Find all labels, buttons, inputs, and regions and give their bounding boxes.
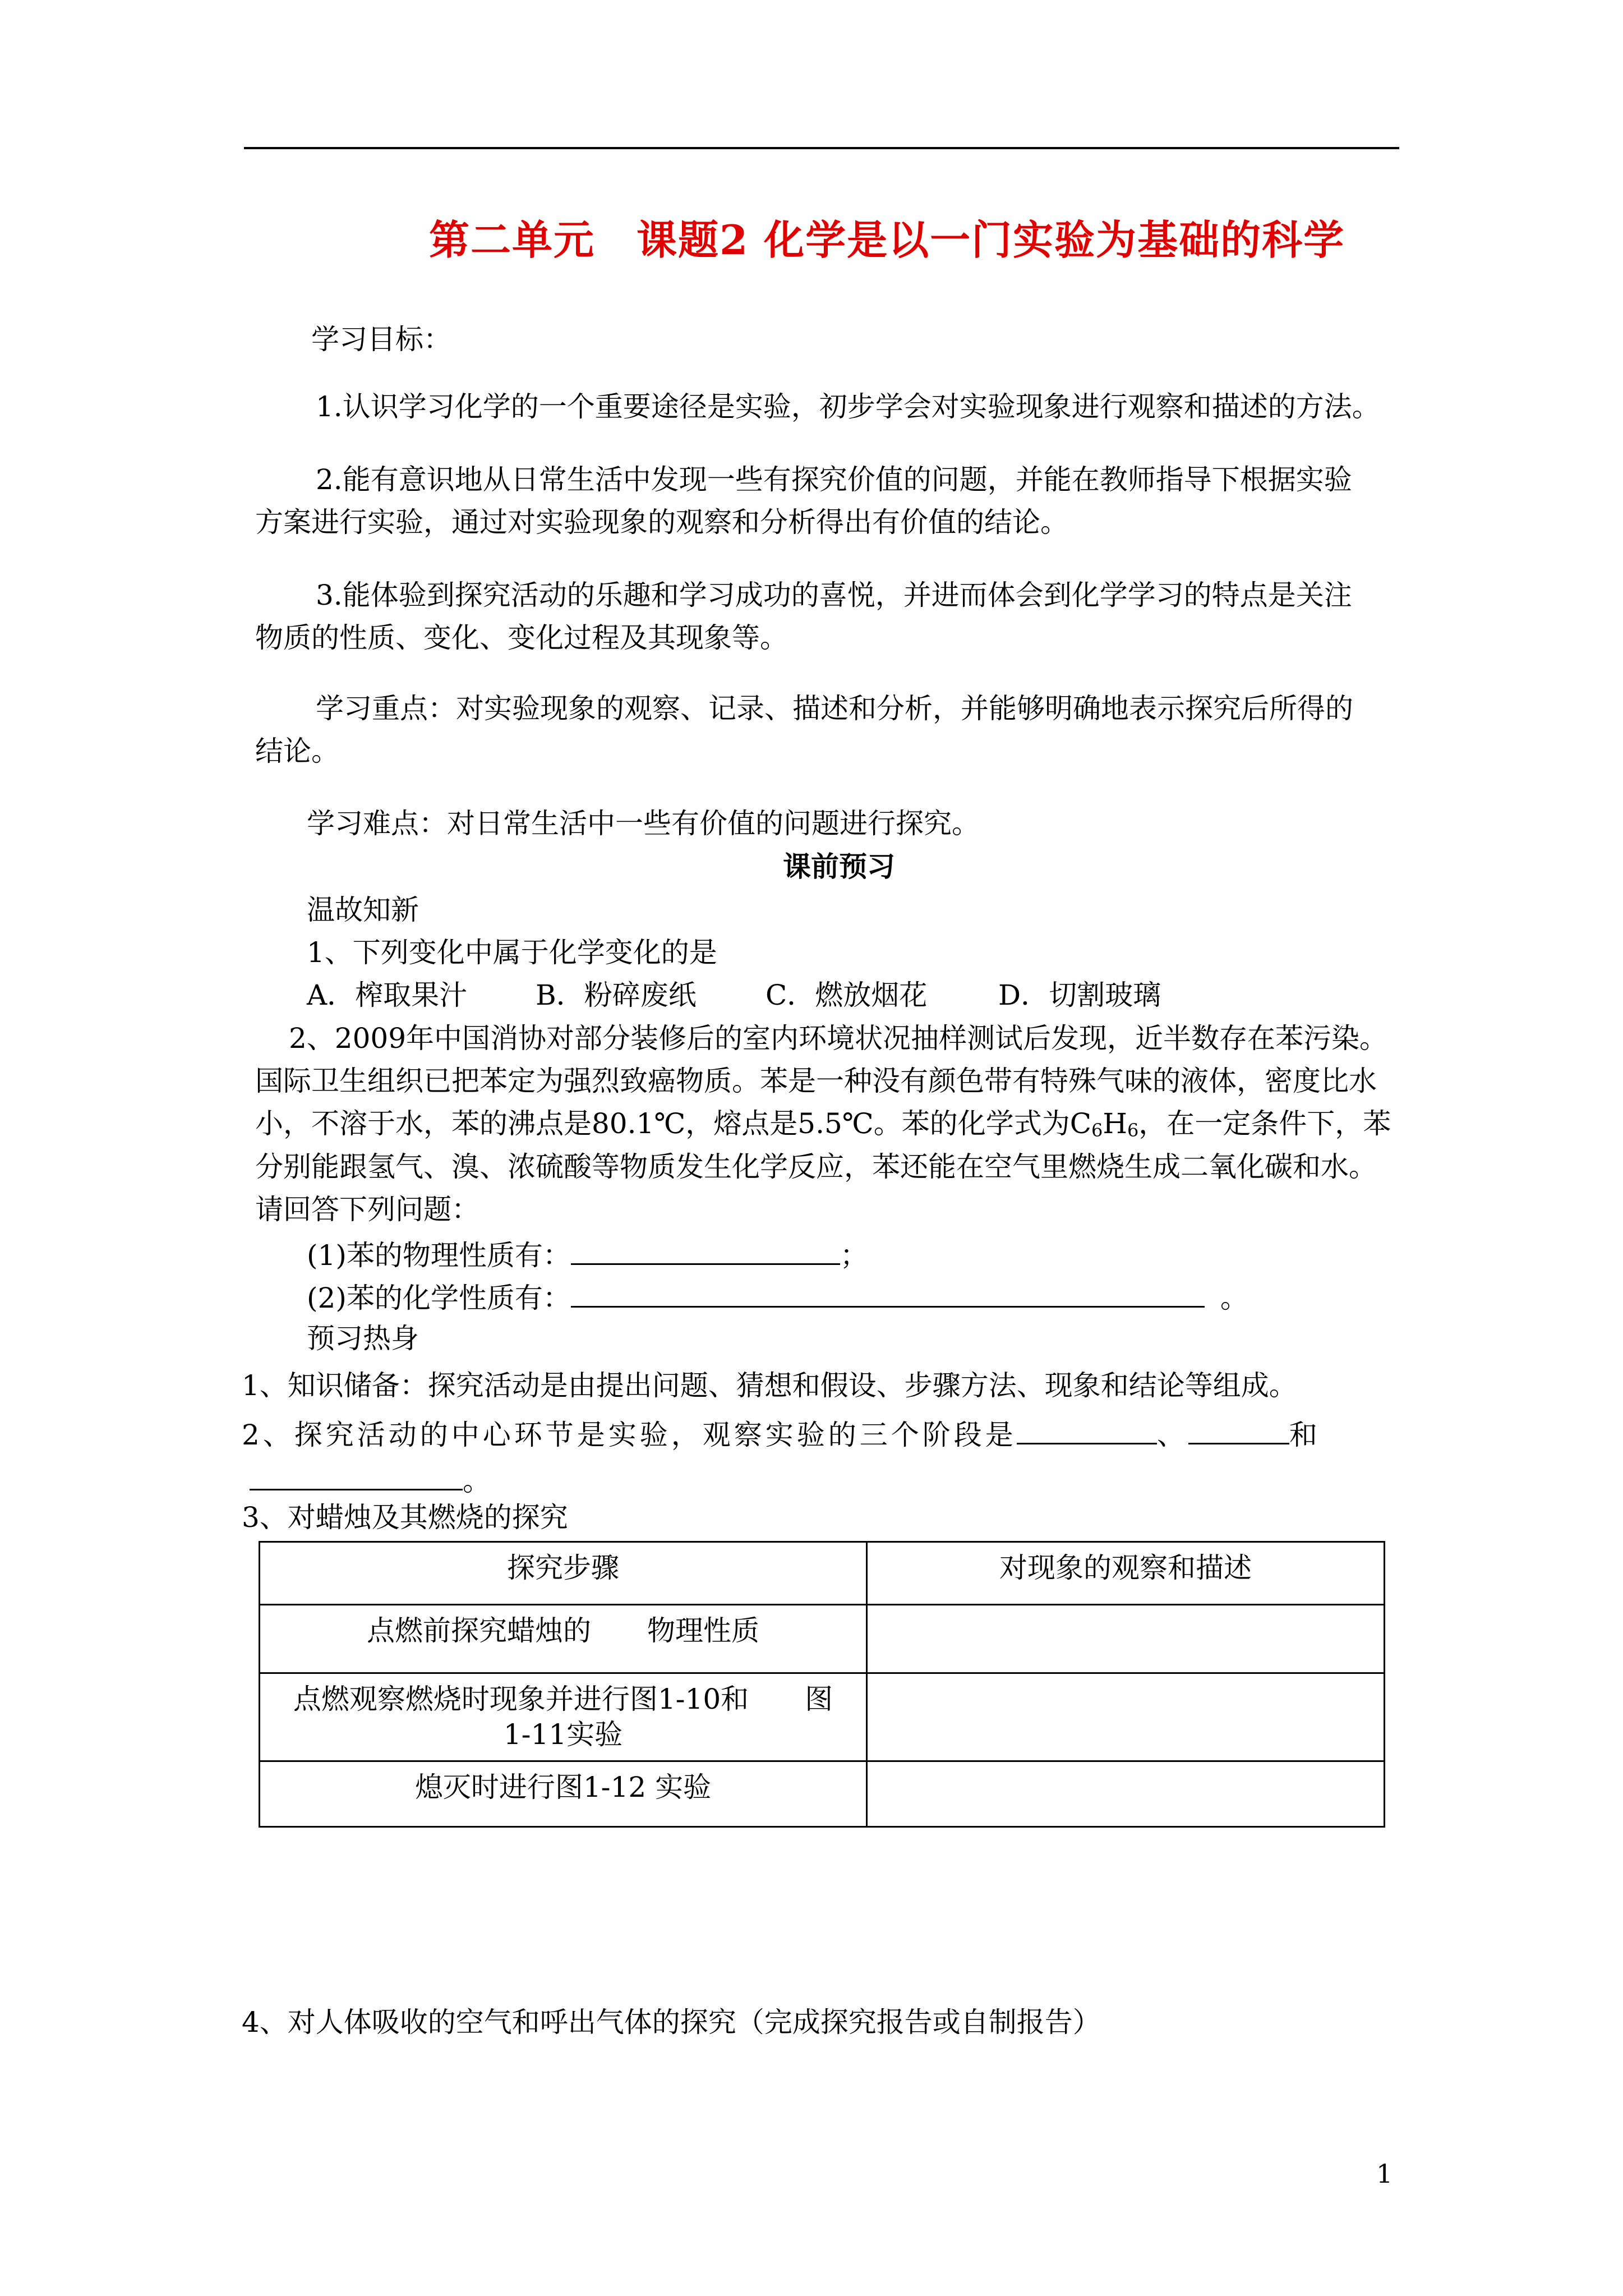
sub-question-2: (2)苯的化学性质有： 。 <box>307 1282 1248 1314</box>
answer-blank-stage-2[interactable] <box>1188 1418 1289 1444</box>
question-1-option-b: B．粉碎废纸 <box>536 979 697 1011</box>
question-2-line1: 2、2009年中国消协对部分装修后的室内环境状况抽样测试后发现，近半数存在苯污染。 <box>289 1022 1388 1055</box>
objective-2-line2: 方案进行实验，通过对实验现象的观察和分析得出有价值的结论。 <box>255 506 1068 539</box>
table-header-step: 探究步骤 <box>260 1542 867 1605</box>
table-cell-step: 熄灭时进行图1-12 实验 <box>260 1761 867 1827</box>
objectives-heading: 学习目标： <box>311 323 451 356</box>
question-2-line4: 分别能跟氢气、溴、浓硫酸等物质发生化学反应，苯还能在空气里燃烧生成二氧化碳和水。 <box>255 1151 1377 1183</box>
table-cell-observation[interactable] <box>867 1761 1385 1827</box>
question-1-option-a: A．榨取果汁 <box>307 979 468 1011</box>
objective-3-line2: 物质的性质、变化、变化过程及其现象等。 <box>255 622 788 654</box>
objective-1: 1.认识学习化学的一个重要途径是实验，初步学会对实验现象进行观察和描述的方法。 <box>316 390 1380 423</box>
answer-blank-stage-1[interactable] <box>1017 1418 1157 1444</box>
key-points-line1: 学习重点：对实验现象的观察、记录、描述和分析，并能够明确地表示探究后所得的 <box>316 692 1353 725</box>
difficulty: 学习难点：对日常生活中一些有价值的问题进行探究。 <box>307 807 980 840</box>
table-cell-observation[interactable] <box>867 1605 1385 1673</box>
candle-experiment-table <box>259 1541 1385 1828</box>
page-title: 第二单元 课题2 化学是以一门实验为基础的科学 <box>429 216 1345 264</box>
formula-subscript-c: 6 <box>1091 1120 1103 1141</box>
question-2-line3-tail: ，在一定条件下，苯 <box>1138 1107 1391 1140</box>
warmup-item-1: 1、知识储备：探究活动是由提出问题、猜想和假设、步骤方法、现象和结论等组成。 <box>242 1369 1297 1402</box>
warmup-item-2: 2、探究活动的中心环节是实验，观察实验的三个阶段是 、 和 <box>242 1419 1321 1451</box>
question-2-line3-text: 小，不溶于水，苯的沸点是80.1℃，熔点是5.5℃。苯的化学式为C <box>255 1107 1091 1140</box>
question-1-option-d: D．切割玻璃 <box>998 979 1161 1011</box>
question-1: 1、下列变化中属于化学变化的是 <box>307 936 717 969</box>
warmup-item-4: 4、对人体吸收的空气和呼出气体的探究（完成探究报告或自制报告） <box>242 2006 1101 2039</box>
header-rule <box>244 147 1399 149</box>
table-cell-step: 点燃观察燃烧时现象并进行图1-10和 图1-11实验 <box>260 1673 867 1761</box>
question-2-line5: 请回答下列问题： <box>255 1193 479 1226</box>
sub-question-1: (1)苯的物理性质有： ； <box>307 1239 868 1272</box>
formula-h: H <box>1103 1107 1127 1140</box>
table-cell-step: 点燃前探究蜡烛的 物理性质 <box>260 1605 867 1673</box>
table-header-row <box>260 1542 1385 1605</box>
table-cell-observation[interactable] <box>867 1673 1385 1761</box>
answer-blank-physical[interactable] <box>571 1239 840 1265</box>
question-2-line3 <box>255 1107 1391 1141</box>
answer-blank-chemical[interactable] <box>571 1281 1205 1308</box>
table-header-observation: 对现象的观察和描述 <box>867 1542 1385 1605</box>
preview-heading: 课前预习 <box>783 850 895 883</box>
table-row <box>260 1605 1385 1673</box>
page-number: 1 <box>1376 2159 1393 2189</box>
answer-blank-stage-3[interactable] <box>250 1464 463 1490</box>
warmup-item-2-cont: 。 <box>250 1464 491 1495</box>
formula-subscript-h: 6 <box>1127 1120 1139 1141</box>
table-row <box>260 1761 1385 1827</box>
warmup-heading: 预习热身 <box>307 1322 419 1355</box>
objective-2-line1: 2.能有意识地从日常生活中发现一些有探究价值的问题，并能在教师指导下根据实验 <box>316 463 1352 496</box>
objective-3-line1: 3.能体验到探究活动的乐趣和学习成功的喜悦，并进而体会到化学学习的特点是关注 <box>316 579 1352 611</box>
question-1-option-c: C．燃放烟花 <box>766 979 928 1011</box>
review-heading: 温故知新 <box>307 894 419 926</box>
key-points-line2: 结论。 <box>255 735 339 767</box>
warmup-item-3: 3、对蜡烛及其燃烧的探究 <box>242 1501 568 1534</box>
question-2-line2: 国际卫生组织已把苯定为强烈致癌物质。苯是一种没有颜色带有特殊气味的液体，密度比水 <box>255 1065 1377 1097</box>
table-row <box>260 1673 1385 1761</box>
